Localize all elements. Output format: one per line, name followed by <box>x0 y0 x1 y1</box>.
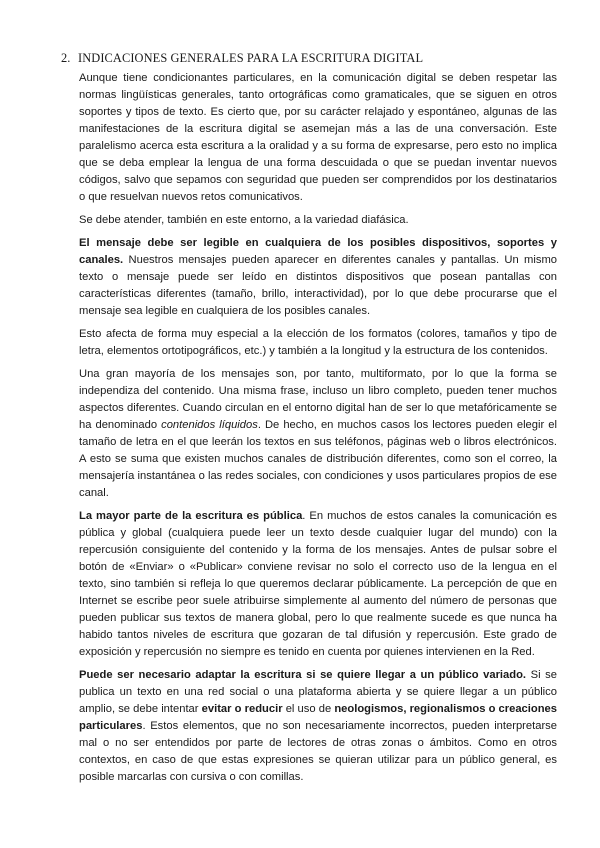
section-title: INDICACIONES GENERALES PARA LA ESCRITURA DIGITAL <box>78 51 424 65</box>
paragraph-diafasica <box>79 212 557 229</box>
bold-lead-sentence: La mayor parte de la escritura es pública <box>79 510 303 522</box>
bold-lead-sentence: El mensaje debe ser legible en cualquiera de los posibles dispositivos, soportes y canales. <box>79 237 557 266</box>
paragraph-text: Una gran mayoría de los mensajes son, por tanto, multiformato, por lo que la forma se independiza del contenido. Una misma frase, incluso un libro completo, pueden tener muchos aspectos diferentes. Cuando circulan en el entorno digital han de ser lo que metafóricamente se ha denominado <box>79 368 557 431</box>
section-heading <box>61 51 423 66</box>
bold-lead-sentence: Puede ser necesario adaptar la escritura si se quiere llegar a un público variado. <box>79 669 527 681</box>
paragraph-publico-variado <box>79 667 557 786</box>
paragraph-text: Aunque tiene condicionantes particulares, en la comunicación digital se deben respetar las normas lingüísticas generales, tanto ortográficas como gramaticales, que se siguen en otros soportes y tipos de texto. Es cierto que, por su carácter relajado y espontáneo, algunas de las manifestaciones de la escritura digital se asemejan más a las de una conversación. Este paralelismo acerca esta escritura a la oralidad y a su forma de expresarse, pero esto no implica que se deba emplear la lengua de una forma descuidada o que se puedan inventar nuevos códigos, salvo que sepamos con seguridad que pueden ser comprendidos por los destinatarios o que resuelvan nuevos retos comunicativos. <box>79 72 557 203</box>
paragraph-text: Se debe atender, también en este entorno, a la variedad diafásica. <box>79 214 409 226</box>
paragraph-text: Nuestros mensajes pueden aparecer en diferentes canales y pantallas. Un mismo texto o mensaje puede ser leído en distintos dispositivos que posean pantallas con características diferentes (tamaño, brillo, interactividad), por lo que debe procurarse que el mensaje sea legible en cualquiera de los posibles canales. <box>79 254 557 317</box>
paragraph-text: Esto afecta de forma muy especial a la elección de los formatos (colores, tamaños y tipo de letra, elementos ortotipográficos, etc.) y también a la longitud y la estructura de los contenidos. <box>79 328 557 357</box>
paragraph-formatos <box>79 326 557 360</box>
paragraph-text: . Estos elementos, que no son necesariamente incorrectos, pueden interpretarse mal o no ser entendidos por parte de lectores de otras zonas o ámbitos. Como en otros contextos, en caso de que estas expresiones se quieran utilizar para un público general, es posible marcarlas con cursiva o con comillas. <box>79 720 557 783</box>
bold-phrase: neologismos, regionalismos o creaciones particulares <box>79 703 558 732</box>
section-number: 2. <box>61 51 71 65</box>
bold-phrase: evitar o reducir <box>201 703 283 715</box>
paragraph-text: Si se publica un texto en una red social o una plataforma abierta y se quiere llegar a un público amplio, se debe intentar <box>79 669 557 715</box>
paragraph-text: . De hecho, en muchos casos los lectores pueden elegir el tamaño de letra en el que leerán los textos en sus teléfonos, páginas web o libros electrónicos. A esto se suma que existen muchos canales de distribución diferentes, como son el correo, la mensajería instantánea o las redes sociales, con condiciones y usos particulares propios de ese canal. <box>79 419 557 499</box>
section-body <box>79 70 557 792</box>
paragraph-intro <box>79 70 557 206</box>
paragraph-text: el uso de <box>282 703 335 715</box>
paragraph-legible <box>79 235 557 320</box>
paragraph-publica <box>79 508 557 661</box>
paragraph-multiformato <box>79 366 557 502</box>
italic-term: contenidos líquidos <box>161 419 258 431</box>
paragraph-text: . En muchos de estos canales la comunicación es pública y global (cualquiera puede leer un texto desde cualquier lugar del mundo) con la repercusión consiguiente del contenido y la forma de los mensajes. Antes de pulsar sobre el botón de «Enviar» o «Publicar» conviene revisar no solo el correcto uso de la lengua en el texto, sino también si refleja lo que queremos declarar públicamente. La percepción de que en Internet se escribe peor suele atribuirse simplemente al aumento del número de personas que pueden publicar sus textos de manera global, pero lo que realmente sucede es que nunca ha habido tantos niveles de escritura que gozaran de tal difusión y repercusión. Este grado de exposición y repercusión no siempre es tenido en cuenta por quienes intervienen en la Red. <box>79 510 557 658</box>
